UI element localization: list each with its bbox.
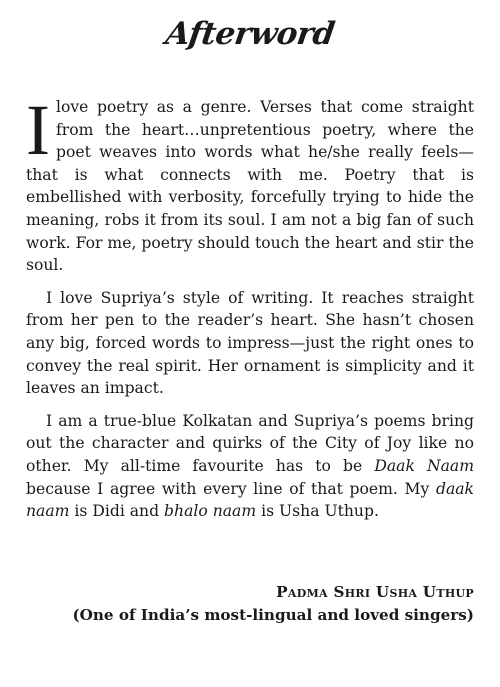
term-bhalo-naam: bhalo naam [164,502,257,521]
paragraph-1 [26,90,474,277]
paragraph-2: I love Supriya’s style of writing. It reaches straight from her pen to the reader’s heart. She hasn’t chosen any big, forced words to impress—just the right ones to convey the real spirit. Her ornament is simplicity and it leaves an impact. [26,288,474,398]
paragraph-3-text-c: is Didi and [69,502,165,521]
drop-cap: I [26,90,50,170]
signature-name: Padma Shri Usha Uthup [276,583,474,601]
paragraph-3-text-b: because I agree with every line of that poem. My [26,479,436,498]
paragraph-3-text-a: I am a true-blue Kolkatan and Supriya’s poems bring out the character and quirks of the City of Joy like no other. My all-time favourite has to be [26,411,474,475]
paragraph-3 [26,410,474,523]
signature-description: (One of India’s most-lingual and loved singers) [72,606,474,624]
paragraph-3-text-d: is Usha Uthup. [256,502,379,521]
book-page [26,0,474,687]
paragraph-1-text: love poetry as a genre. Verses that come straight from the heart…unpretentious poetry, where the poet weaves into words what he/she really feels—that is what connects with me. Poetry that is embellished with verbosity, forcefully trying to hide the meaning, robs it from its soul. I am not a big fan of such work. For me, poetry should touch the heart and stir the soul. [26,98,474,275]
page-title: Afterword [163,16,337,52]
afterword-body [26,90,475,533]
poem-title-italic: Daak Naam [374,456,475,475]
term-daak-naam: daak naam [26,479,474,521]
